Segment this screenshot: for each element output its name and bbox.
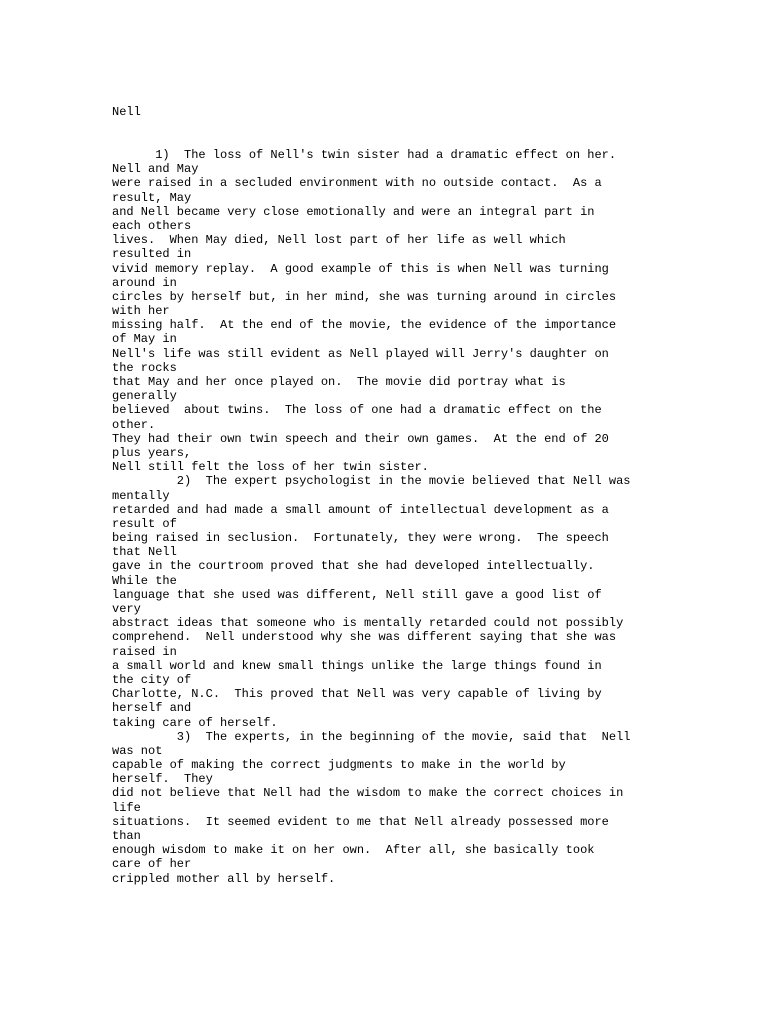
text-line: raised in <box>112 644 177 659</box>
text-line: 1) The loss of Nell's twin sister had a dramatic effect on her. <box>112 148 617 162</box>
text-line: Nell and May <box>112 162 199 177</box>
text-line: that Nell <box>112 545 177 560</box>
text-line: situations. It seemed evident to me that Nell already possessed more <box>112 814 609 829</box>
text-line: a small world and knew small things unlike the large things found in <box>112 658 602 673</box>
text-line: lives. When May died, Nell lost part of her life as well which <box>112 233 566 248</box>
text-line: being raised in seclusion. Fortunately, they were wrong. The speech <box>112 531 609 546</box>
text-line: While the <box>112 573 177 588</box>
text-line: They had their own twin speech and their own games. At the end of 20 <box>112 431 609 446</box>
text-line: herself and <box>112 701 192 716</box>
text-line: 2) The expert psychologist in the movie believed that Nell was <box>112 474 631 489</box>
text-line: around in <box>112 275 177 290</box>
text-line: that May and her once played on. The movie did portray what is <box>112 375 566 389</box>
text-line: retarded and had made a small amount of intellectual development as a <box>112 502 609 517</box>
text-line: plus years, <box>112 445 192 460</box>
text-line: missing half. At the end of the movie, the evidence of the importance <box>112 318 617 333</box>
text-line: than <box>112 829 141 843</box>
text-line: believed about twins. The loss of one had a dramatic effect on the <box>112 403 602 418</box>
text-line: resulted in <box>112 247 192 262</box>
text-line: the city of <box>112 672 192 687</box>
text-line: Nell still felt the loss of her twin sister. <box>112 460 429 475</box>
text-line: vivid memory replay. A good example of this is when Nell was turning <box>112 261 609 276</box>
text-line: did not believe that Nell had the wisdom to make the correct choices in <box>112 786 624 801</box>
text-line: crippled mother all by herself. <box>112 871 336 886</box>
text-line: generally <box>112 389 177 404</box>
text-line: life <box>112 800 141 815</box>
text-line: capable of making the correct judgments to make in the world by <box>112 758 566 773</box>
text-line: each others <box>112 218 192 233</box>
text-line: Charlotte, N.C. This proved that Nell was very capable of living by <box>112 687 602 702</box>
text-line: abstract ideas that someone who is mentally retarded could not possibly <box>112 616 624 631</box>
text-line: care of her <box>112 857 192 872</box>
text-line: the rocks <box>112 360 177 375</box>
text-line: language that she used was different, Nell still gave a good list of <box>112 587 602 602</box>
text-line: of May in <box>112 332 177 347</box>
text-line: herself. They <box>112 772 213 787</box>
text-line: 3) The experts, in the beginning of the movie, said that Nell <box>112 729 631 744</box>
text-line: was not <box>112 743 163 758</box>
text-line: result, May <box>112 190 192 205</box>
text-line: very <box>112 602 141 616</box>
text-line: enough wisdom to make it on her own. After all, she basically took <box>112 843 595 858</box>
document-title: Nell <box>112 105 141 119</box>
text-line: with her <box>112 304 170 319</box>
text-line: mentally <box>112 488 170 503</box>
text-line: were raised in a secluded environment with no outside contact. As a <box>112 176 602 191</box>
document-body <box>112 148 672 886</box>
text-line: and Nell became very close emotionally and were an integral part in <box>112 204 595 219</box>
text-line: circles by herself but, in her mind, she was turning around in circles <box>112 289 617 304</box>
text-line: other. <box>112 417 156 432</box>
text-line: taking care of herself. <box>112 715 278 730</box>
text-line: Nell's life was still evident as Nell played will Jerry's daughter on <box>112 346 609 361</box>
text-line: gave in the courtroom proved that she had developed intellectually. <box>112 559 595 574</box>
text-line: result of <box>112 516 177 531</box>
text-line: comprehend. Nell understood why she was different saying that she was <box>112 630 617 645</box>
